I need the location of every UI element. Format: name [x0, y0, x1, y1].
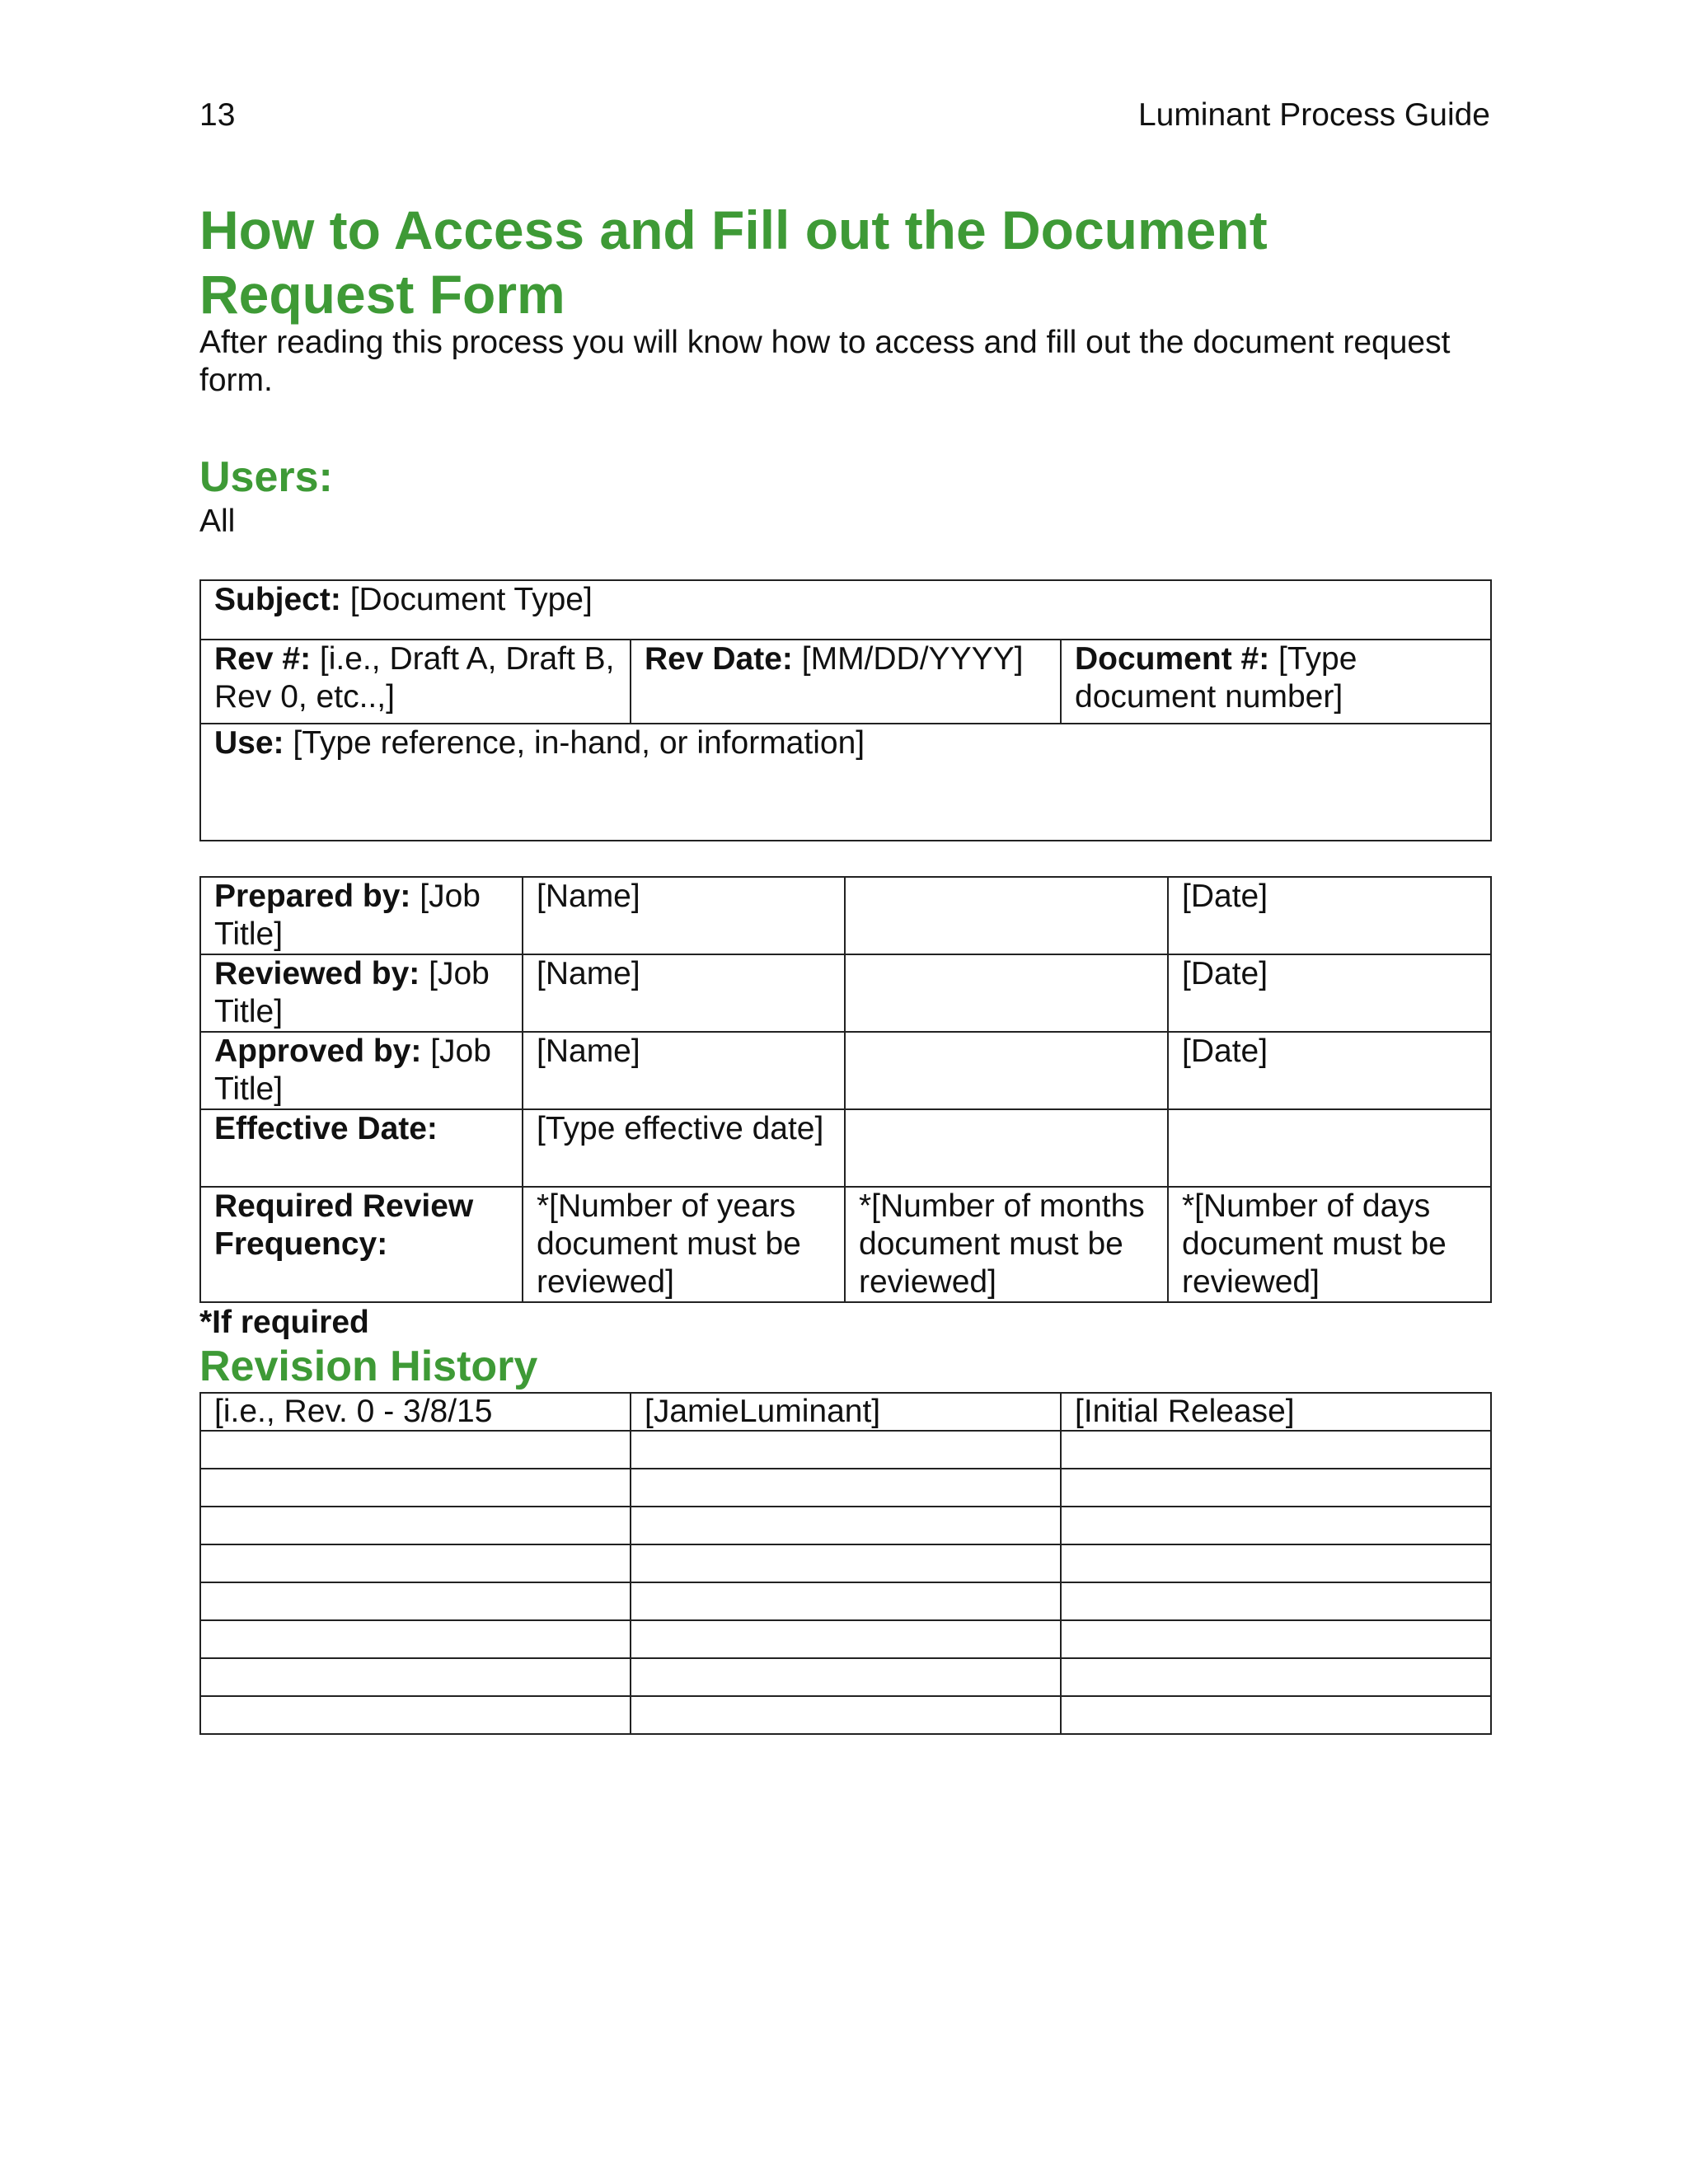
document-meta-table — [199, 579, 1492, 841]
role-label: Reviewed by: — [214, 956, 420, 991]
author-cell — [631, 1582, 1061, 1620]
subject-row — [200, 580, 1491, 640]
document-number-cell — [1061, 640, 1491, 724]
author-cell — [631, 1544, 1061, 1582]
use-label: Use: — [214, 725, 284, 761]
blank-cell — [845, 954, 1168, 1032]
description-cell — [1061, 1658, 1491, 1696]
table-row — [200, 1393, 1491, 1431]
role-cell — [200, 1109, 523, 1187]
date-cell: [Date] — [1168, 954, 1491, 1032]
job-title-value: [Job Title] — [214, 879, 481, 952]
revision-cell — [200, 1507, 631, 1544]
users-value: All — [199, 504, 236, 539]
revision-cell — [200, 1658, 631, 1696]
rev-number-label: Rev #: — [214, 641, 312, 677]
subject-cell — [200, 580, 1491, 640]
use-value: [Type reference, in-hand, or information] — [293, 725, 865, 761]
role-cell — [200, 1032, 523, 1109]
table-row — [200, 1544, 1491, 1582]
description-cell — [1061, 1431, 1491, 1469]
rev-date-label: Rev Date: — [645, 641, 793, 677]
revision-cell — [200, 1469, 631, 1507]
revision-cell — [200, 1620, 631, 1658]
role-cell — [200, 1187, 523, 1302]
rev-number-cell — [200, 640, 631, 724]
author-cell — [631, 1696, 1061, 1734]
author-cell — [631, 1507, 1061, 1544]
use-cell — [200, 724, 1491, 841]
table-row — [200, 1658, 1491, 1696]
name-cell: [Name] — [523, 954, 845, 1032]
rev-date-value: [MM/DD/YYYY] — [801, 641, 1024, 677]
author-cell: [JamieLuminant] — [631, 1393, 1061, 1431]
description-cell: [Initial Release] — [1061, 1393, 1491, 1431]
role-cell — [200, 877, 523, 954]
description-cell — [1061, 1544, 1491, 1582]
blank-cell — [845, 877, 1168, 954]
author-cell — [631, 1431, 1061, 1469]
document-number-value: [Type document number] — [1075, 641, 1357, 715]
table-row — [200, 1582, 1491, 1620]
revision-cell — [200, 1544, 631, 1582]
document-number-label: Document #: — [1075, 641, 1270, 677]
role-cell — [200, 954, 523, 1032]
footnote: *If required — [199, 1305, 369, 1340]
rev-date-cell — [631, 640, 1061, 724]
subject-value: [Document Type] — [349, 582, 593, 617]
role-label: Approved by: — [214, 1033, 422, 1069]
name-cell: [Name] — [523, 1032, 845, 1109]
approval-row — [200, 954, 1491, 1032]
description-cell — [1061, 1507, 1491, 1544]
revision-row — [200, 640, 1491, 724]
revision-cell — [200, 1582, 631, 1620]
page-number: 13 — [199, 97, 236, 133]
guide-title: Luminant Process Guide — [1137, 97, 1490, 133]
years-cell: *[Number of years document must be reviewed] — [523, 1187, 845, 1302]
rev-number-value: [i.e., Draft A, Draft B, Rev 0, etc..,] — [214, 641, 615, 715]
author-cell — [631, 1620, 1061, 1658]
blank-cell — [845, 1109, 1168, 1187]
description-cell — [1061, 1696, 1491, 1734]
intro-text: After reading this process you will know how to access and fill out the document request form. — [199, 325, 1451, 398]
table-row — [200, 1696, 1491, 1734]
role-label: Effective Date: — [214, 1111, 438, 1146]
job-title-value: [Job Title] — [214, 956, 490, 1029]
table-row — [200, 1431, 1491, 1469]
job-title-value: [Job Title] — [214, 1033, 491, 1107]
approval-row — [200, 1032, 1491, 1109]
author-cell — [631, 1658, 1061, 1696]
page-title: How to Access and Fill out the Document Request Form — [199, 199, 1268, 325]
description-cell — [1061, 1582, 1491, 1620]
review-frequency-row — [200, 1187, 1491, 1302]
description-cell — [1061, 1620, 1491, 1658]
revision-history-table — [199, 1392, 1492, 1735]
date-cell: [Date] — [1168, 1032, 1491, 1109]
table-row — [200, 1469, 1491, 1507]
name-cell: [Name] — [523, 877, 845, 954]
table-row — [200, 1507, 1491, 1544]
role-label: Required Review Frequency: — [214, 1188, 474, 1262]
months-cell: *[Number of months document must be reviewed] — [845, 1187, 1168, 1302]
revision-cell — [200, 1431, 631, 1469]
subject-label: Subject: — [214, 582, 341, 617]
author-cell — [631, 1469, 1061, 1507]
use-row — [200, 724, 1491, 841]
blank-cell — [1168, 1109, 1491, 1187]
approval-table — [199, 876, 1492, 1303]
users-heading: Users: — [199, 453, 333, 501]
date-cell: [Date] — [1168, 877, 1491, 954]
revision-cell — [200, 1696, 631, 1734]
days-cell: *[Number of days document must be reviewed] — [1168, 1187, 1491, 1302]
table-row — [200, 1620, 1491, 1658]
revision-history-heading: Revision History — [199, 1343, 538, 1390]
blank-cell — [845, 1032, 1168, 1109]
revision-cell: [i.e., Rev. 0 - 3/8/15 — [200, 1393, 631, 1431]
effective-date-cell: [Type effective date] — [523, 1109, 845, 1187]
description-cell — [1061, 1469, 1491, 1507]
approval-row — [200, 877, 1491, 954]
effective-date-row — [200, 1109, 1491, 1187]
role-label: Prepared by: — [214, 879, 411, 914]
